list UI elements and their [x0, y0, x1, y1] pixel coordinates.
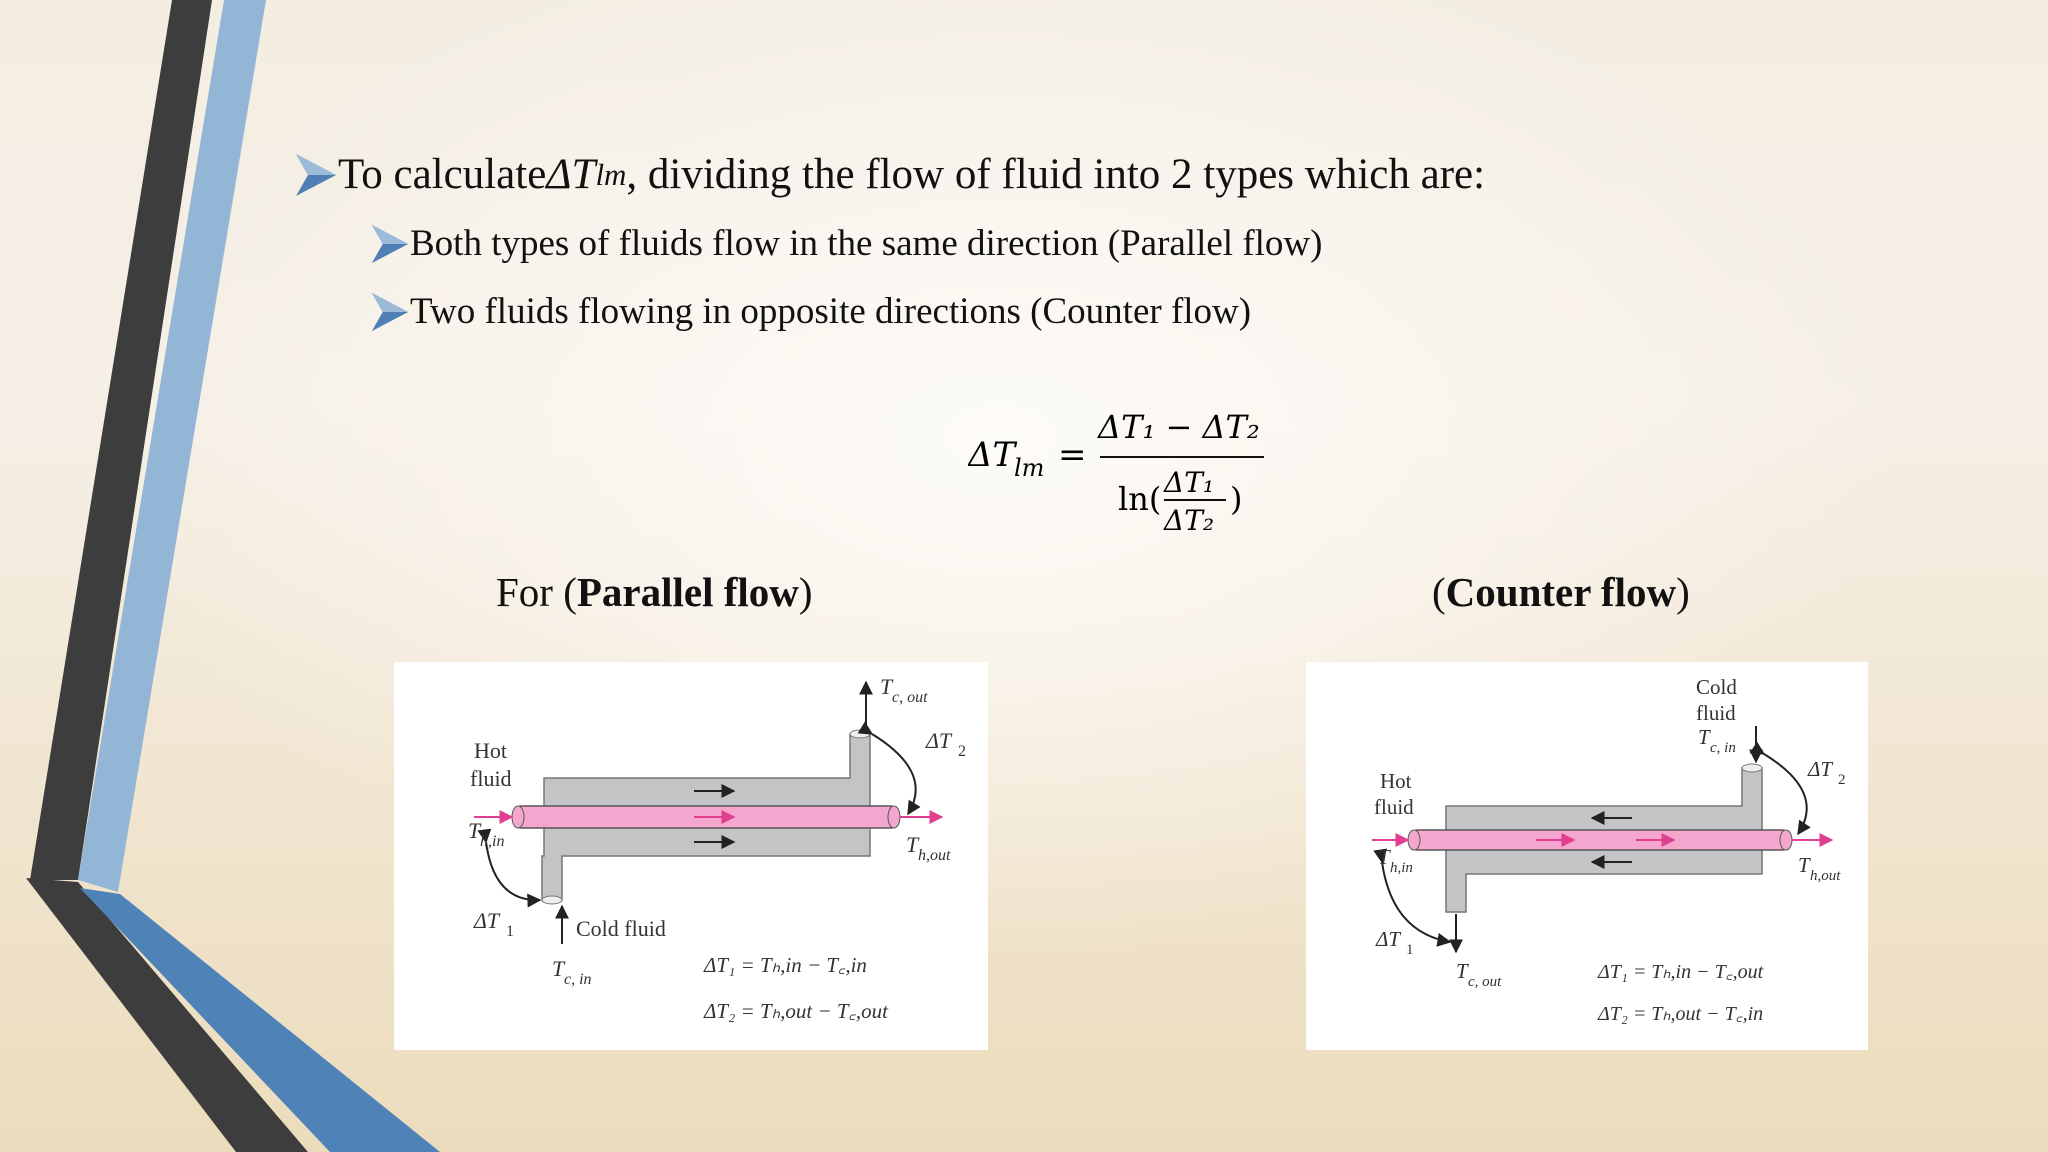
dT2-arc — [1764, 754, 1807, 834]
bullet-main-suffix: , dividing the flow of fluid into 2 types which are: — [626, 151, 1486, 198]
formula-inner-bottom: ΔT₂ — [1164, 504, 1215, 537]
hot-pipe-inlet-end — [1408, 830, 1420, 850]
parallel-flow-diagram — [394, 662, 988, 1050]
t-h-in-sub: h,in — [1390, 860, 1413, 876]
parallel-eq2: ΔT₂ = Tₕ,out − T꜀,out — [704, 999, 888, 1023]
bullet-counter-text: Two fluids flowing in opposite directions (Counter flow) — [410, 291, 1252, 332]
t-c-out-sub: c, out — [1468, 974, 1502, 990]
hot-pipe-outlet-end — [888, 806, 900, 828]
counter-eq1: ΔT₁ = Tₕ,in − T꜀,out — [1598, 961, 1764, 983]
parallel-heading-prefix: For ( — [496, 569, 577, 615]
t-h-out-label: T — [1798, 853, 1810, 877]
cold-outlet-opening — [850, 730, 870, 738]
formula-lhs: ΔT — [968, 435, 1016, 475]
cold-fluid-label-1: Cold — [1696, 675, 1737, 699]
counter-flow-heading — [1432, 568, 1690, 616]
dT1-sub: 1 — [506, 923, 514, 940]
counter-flow-diagram — [1306, 662, 1868, 1050]
delta-t-subscript: lm — [595, 156, 627, 192]
dT2-sub: 2 — [958, 743, 966, 760]
hot-pipe — [1414, 830, 1786, 850]
t-h-out-sub: h,out — [918, 847, 951, 864]
parallel-heading-suffix: ) — [798, 569, 813, 615]
dT2-label: ΔT — [926, 728, 952, 753]
formula-numerator: ΔT₁ − ΔT₂ — [1098, 408, 1260, 446]
t-h-in-label: T — [1378, 845, 1390, 869]
cold-fluid-label: Cold fluid — [576, 916, 666, 941]
counter-heading-bold: Counter flow — [1445, 569, 1677, 615]
counter-heading-prefix: ( — [1432, 569, 1446, 615]
formula-equals: = — [1058, 435, 1087, 475]
delta-t-symbol: ΔT — [546, 151, 596, 198]
formula-lhs-sub: lm — [1014, 454, 1045, 482]
cold-inlet-opening — [1742, 764, 1762, 772]
hot-fluid-label-1: Hot — [474, 738, 507, 763]
dT2-arc — [872, 734, 916, 814]
counter-eq2: ΔT₂ = Tₕ,out − T꜀,in — [1598, 1003, 1764, 1025]
formula-close: ) — [1230, 480, 1243, 518]
dT1-sub: 1 — [1406, 942, 1414, 958]
formula-ln: ln( — [1118, 480, 1162, 518]
parallel-eq1: ΔT₁ = Tₕ,in − T꜀,in — [704, 953, 867, 977]
bullet-main-prefix: To calculate — [338, 151, 547, 198]
parallel-heading-bold: Parallel flow — [576, 569, 799, 615]
formula-inner-top: ΔT₁ — [1164, 466, 1215, 499]
t-c-in-label: T — [552, 956, 565, 981]
bullet-parallel — [370, 222, 1322, 265]
t-c-in-label: T — [1698, 725, 1710, 749]
t-c-in-sub: c, in — [564, 971, 592, 988]
counter-heading-suffix: ) — [1676, 569, 1690, 615]
bullet-arrow-icon — [294, 152, 338, 198]
t-h-out-label: T — [906, 832, 919, 857]
cold-inlet-opening — [542, 896, 562, 904]
dT1-arc — [486, 842, 540, 900]
bullet-arrow-icon — [370, 291, 410, 333]
dT2-sub: 2 — [1838, 772, 1846, 788]
t-h-in-sub: h,in — [480, 833, 505, 850]
t-c-in-sub: c, in — [1710, 740, 1736, 756]
dT2-label: ΔT — [1808, 757, 1833, 781]
lmtd-formula — [968, 402, 1278, 552]
hot-pipe-inlet-end — [512, 806, 524, 828]
t-c-out-sub: c, out — [892, 689, 928, 706]
hot-pipe-outlet-end — [1780, 830, 1792, 850]
hot-fluid-label-1: Hot — [1380, 769, 1412, 793]
bullet-parallel-text: Both types of fluids flow in the same direction (Parallel flow) — [410, 223, 1323, 264]
bullet-arrow-icon — [370, 223, 410, 265]
cold-fluid-label-2: fluid — [1696, 701, 1736, 725]
t-c-out-label: T — [1456, 959, 1468, 983]
t-h-out-sub: h,out — [1810, 868, 1841, 884]
hot-fluid-label-2: fluid — [1374, 795, 1414, 819]
dT1-label: ΔT — [1376, 927, 1401, 951]
parallel-flow-heading — [496, 568, 813, 616]
dT1-label: ΔT — [474, 908, 500, 933]
bullet-counter — [370, 290, 1251, 333]
t-h-in-label: T — [468, 818, 481, 843]
t-c-out-label: T — [880, 674, 893, 699]
hot-fluid-label-2: fluid — [470, 766, 512, 791]
bullet-main — [294, 150, 1485, 199]
